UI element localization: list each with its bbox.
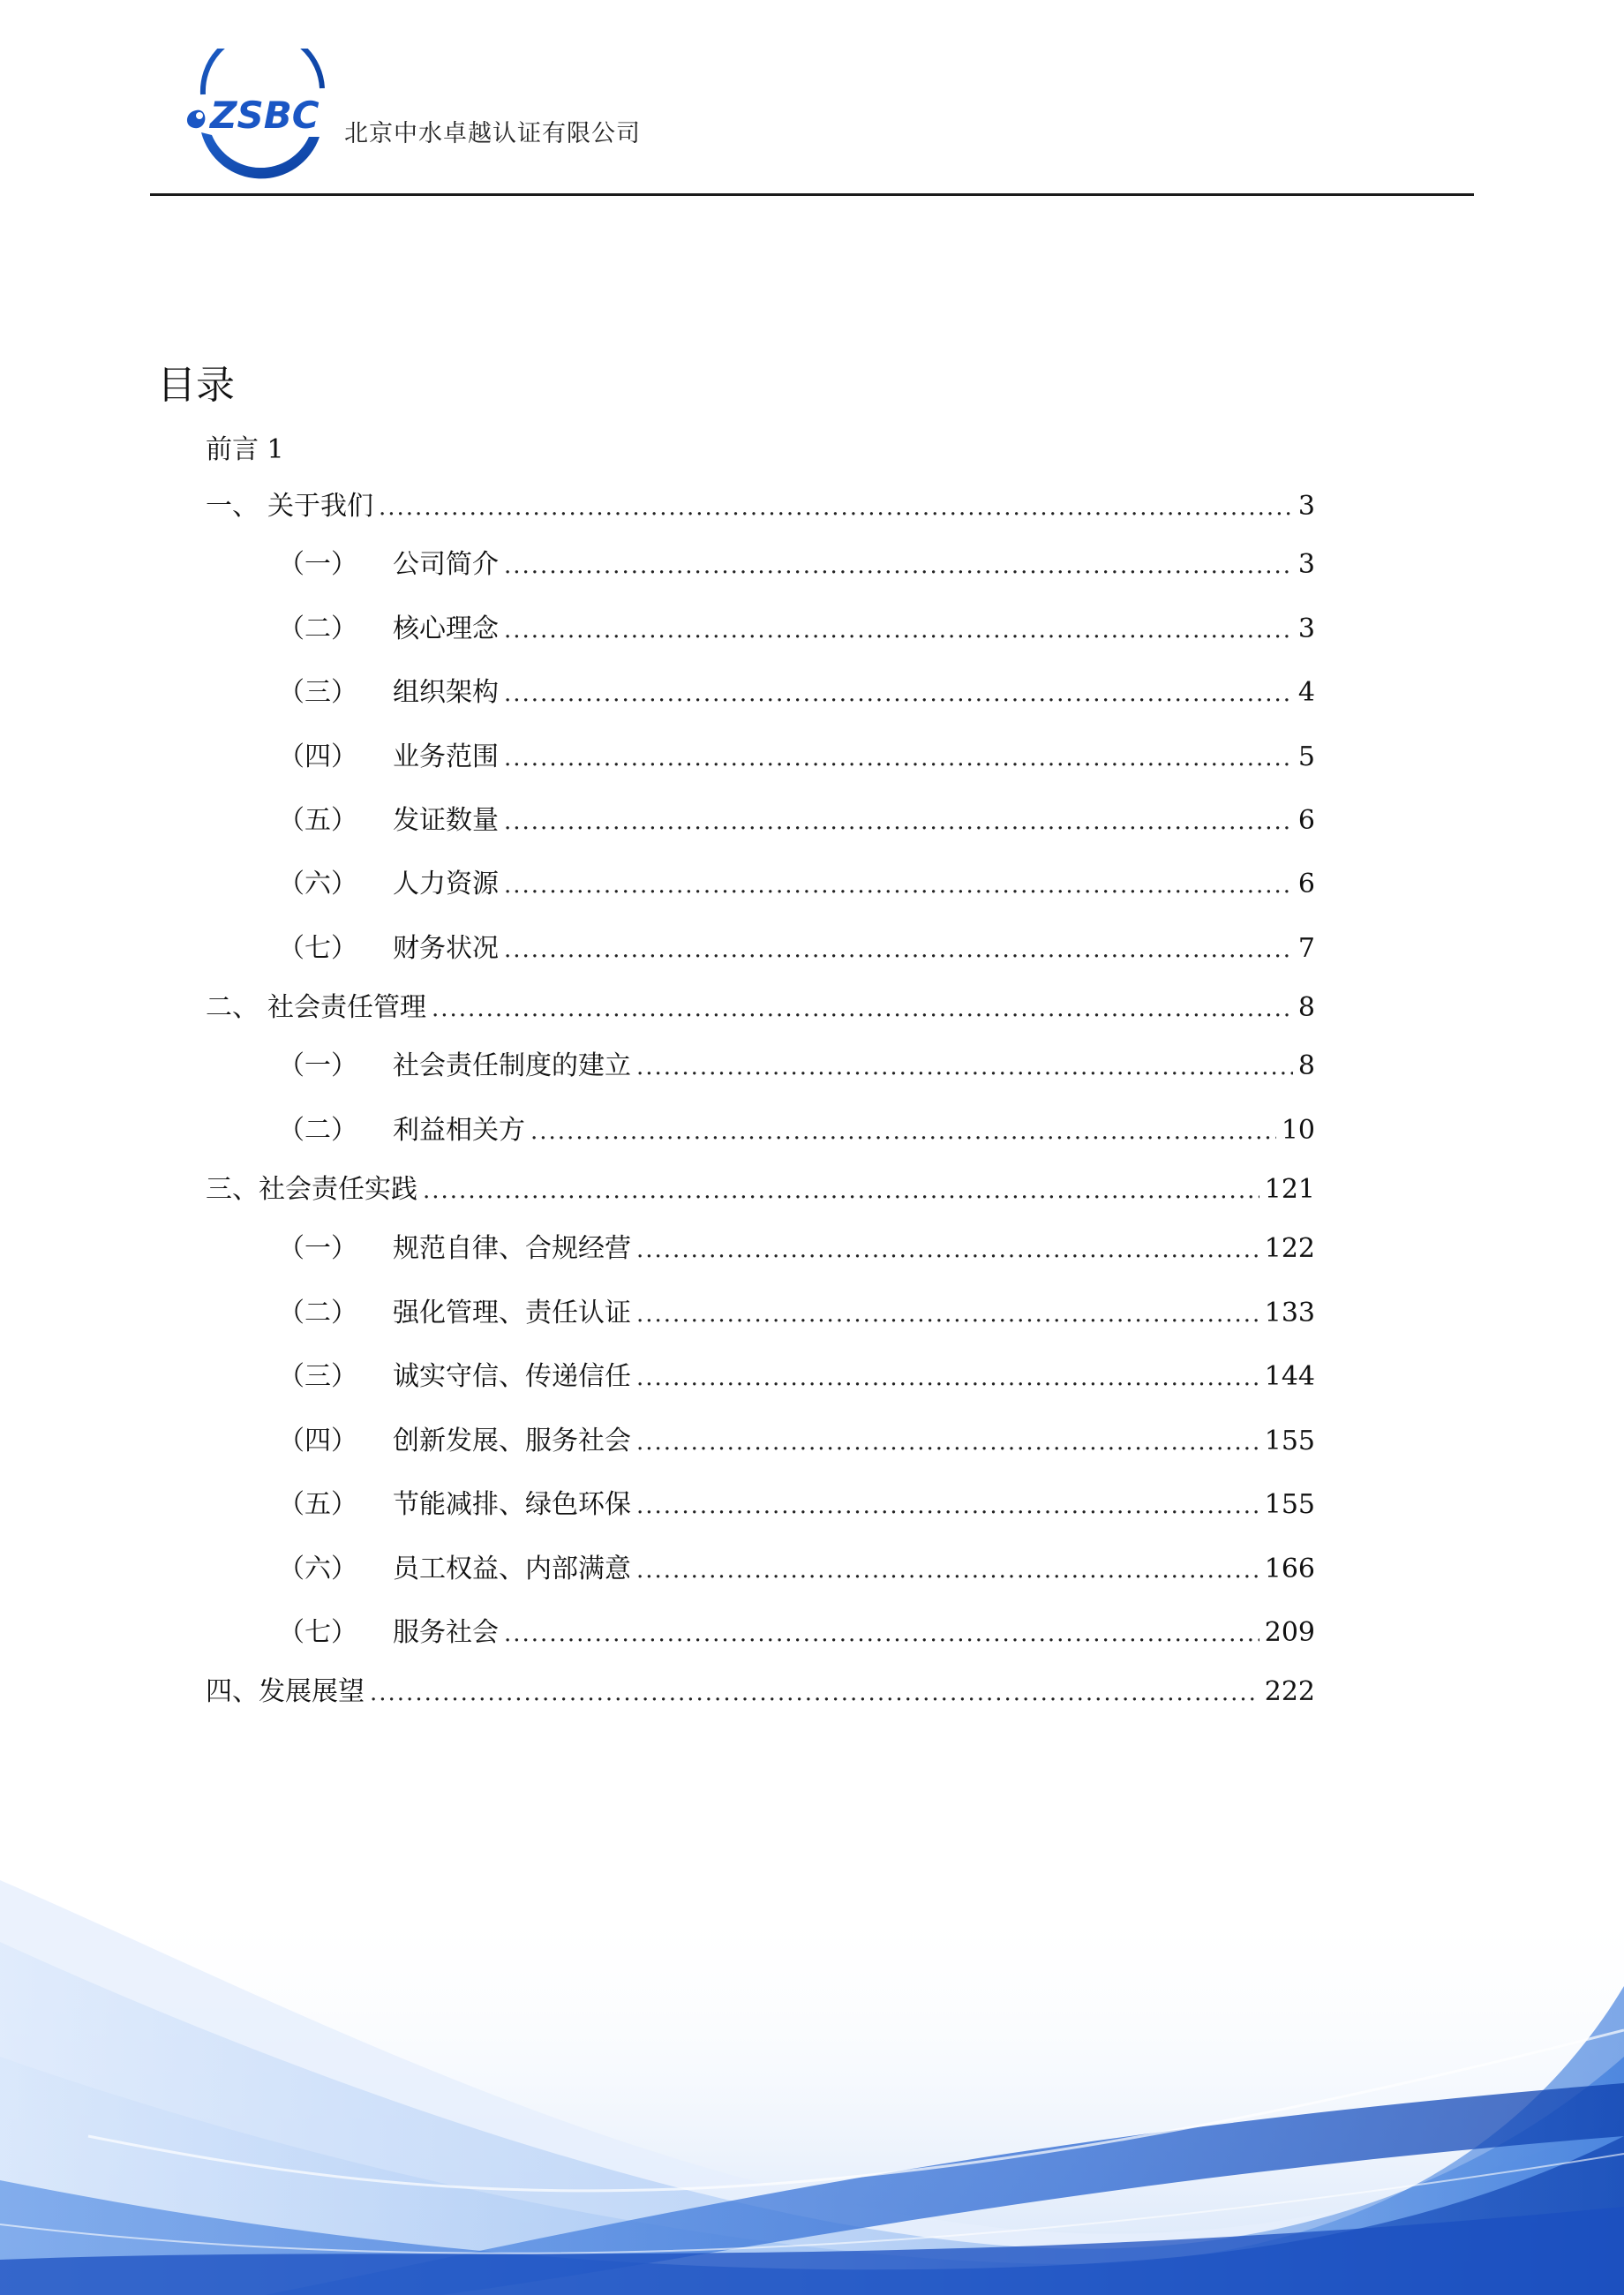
toc-entry-text: 规范自律、合规经营 xyxy=(393,1233,631,1264)
toc-page-number: 7 xyxy=(1297,933,1315,964)
toc-entry-number: （六） xyxy=(278,1554,357,1584)
toc-entry-text: 强化管理、责任认证 xyxy=(393,1298,631,1328)
toc-leader-dots xyxy=(370,1675,1259,1711)
toc-page-number: 166 xyxy=(1264,1554,1315,1584)
toc-entry-number: （二） xyxy=(278,613,357,644)
toc-entry-number: （一） xyxy=(278,1050,357,1081)
toc-entry-number: 二、 xyxy=(206,992,259,1023)
toc-page-number: 121 xyxy=(1264,1174,1315,1205)
toc-entry[interactable] xyxy=(278,1424,1315,1459)
toc-page-number: 122 xyxy=(1264,1233,1315,1264)
toc-page-number: 8 xyxy=(1297,992,1315,1023)
toc-entry-number: （三） xyxy=(278,1361,357,1392)
toc-leader-dots xyxy=(504,741,1293,776)
toc-entry-text: 关于我们 xyxy=(267,491,373,522)
toc-entry[interactable] xyxy=(278,740,1315,775)
toc-entry-text: 发证数量 xyxy=(393,805,499,836)
toc-leader-dots xyxy=(636,1360,1259,1396)
toc-page-number: 3 xyxy=(1297,549,1315,580)
toc-entry[interactable] xyxy=(278,1359,1315,1395)
toc-entry[interactable] xyxy=(278,1615,1315,1651)
toc-entry[interactable] xyxy=(278,1552,1315,1587)
toc-page-number: 144 xyxy=(1264,1361,1315,1392)
toc-page-number: 133 xyxy=(1264,1298,1315,1328)
toc-entry-number: （四） xyxy=(278,1426,357,1456)
toc-page-number: 8 xyxy=(1297,1050,1315,1081)
toc-leader-dots xyxy=(636,1488,1259,1524)
toc-entry-text: 核心理念 xyxy=(393,613,499,644)
toc-page-number: 155 xyxy=(1264,1426,1315,1456)
toc-entry-number: （一） xyxy=(278,1233,357,1264)
toc-entry[interactable] xyxy=(206,990,1315,1026)
toc-entry-text: 发展展望 xyxy=(259,1676,365,1707)
company-name: 北京中水卓越认证有限公司 xyxy=(344,120,641,147)
toc-entry[interactable] xyxy=(278,931,1315,967)
toc-entry-preface[interactable] xyxy=(206,433,284,468)
toc-entry-number: （五） xyxy=(278,1489,357,1520)
toc-entry-number: 三、 xyxy=(206,1174,259,1205)
toc-entry[interactable] xyxy=(278,1113,1315,1148)
toc-entry-number: （六） xyxy=(278,869,357,899)
toc-page-number: 3 xyxy=(1297,613,1315,644)
toc-entry-number: （七） xyxy=(278,933,357,964)
toc-page-number: 155 xyxy=(1264,1489,1315,1520)
toc-leader-dots xyxy=(504,676,1293,711)
toc-leader-dots xyxy=(636,1297,1259,1332)
toc-entry-text: 诚实守信、传递信任 xyxy=(393,1361,631,1392)
toc-entry-text: 业务范围 xyxy=(393,741,499,772)
toc-leader-dots xyxy=(636,1553,1259,1588)
zsbc-logo xyxy=(177,49,344,181)
toc-leader-dots xyxy=(504,804,1293,839)
toc-page-number: 3 xyxy=(1297,491,1315,522)
toc-entry-text: 公司简介 xyxy=(393,549,499,580)
toc-entry-number: （五） xyxy=(278,805,357,836)
toc-page-number: 209 xyxy=(1264,1617,1315,1648)
toc-entry[interactable] xyxy=(278,612,1315,647)
toc-leader-dots xyxy=(432,991,1293,1027)
toc-page-number: 222 xyxy=(1264,1676,1315,1707)
toc-entry[interactable] xyxy=(278,675,1315,711)
toc-leader-dots xyxy=(504,1616,1259,1652)
decorative-wave-background xyxy=(0,1765,1624,2295)
toc-entry-text: 服务社会 xyxy=(393,1617,499,1648)
toc-entry-number: 四、 xyxy=(206,1676,259,1707)
toc-entry-text: 财务状况 xyxy=(393,933,499,964)
page-header xyxy=(150,49,1474,199)
toc-entry[interactable] xyxy=(278,1049,1315,1084)
toc-page-number: 10 xyxy=(1281,1115,1315,1146)
toc-leader-dots xyxy=(636,1050,1293,1085)
toc-entry-text: 社会责任管理 xyxy=(267,992,426,1023)
toc-leader-dots xyxy=(379,490,1293,525)
toc-entry-text: 前言 1 xyxy=(206,434,284,465)
toc-entry-number: （二） xyxy=(278,1298,357,1328)
toc-entry-number: 一、 xyxy=(206,491,259,522)
toc-leader-dots xyxy=(504,932,1293,967)
toc-entry[interactable] xyxy=(278,1296,1315,1331)
toc-entry[interactable] xyxy=(278,1231,1315,1267)
svg-text:ZSBC: ZSBC xyxy=(210,94,320,137)
toc-entry-number: （二） xyxy=(278,1115,357,1146)
toc-entry-text: 创新发展、服务社会 xyxy=(393,1426,631,1456)
toc-entry[interactable] xyxy=(206,1674,1315,1710)
toc-entry-text: 社会责任实践 xyxy=(259,1174,417,1205)
toc-entry[interactable] xyxy=(278,547,1315,583)
toc-entry-text: 员工权益、内部满意 xyxy=(393,1554,631,1584)
toc-entry-number: （四） xyxy=(278,741,357,772)
toc-entry-number: （三） xyxy=(278,677,357,708)
toc-leader-dots xyxy=(504,868,1293,903)
toc-leader-dots xyxy=(636,1232,1259,1268)
toc-title: 目录 xyxy=(157,363,235,408)
toc-entry-text: 利益相关方 xyxy=(393,1115,525,1146)
toc-entry-number: （一） xyxy=(278,549,357,580)
toc-page-number: 5 xyxy=(1297,741,1315,772)
header-divider xyxy=(150,193,1474,196)
toc-entry-text: 人力资源 xyxy=(393,869,499,899)
toc-entry[interactable] xyxy=(278,803,1315,839)
toc-entry-text: 社会责任制度的建立 xyxy=(393,1050,631,1081)
toc-entry[interactable] xyxy=(278,1487,1315,1523)
toc-leader-dots xyxy=(504,613,1293,648)
toc-leader-dots xyxy=(504,548,1293,583)
toc-page-number: 4 xyxy=(1297,677,1315,708)
toc-page-number: 6 xyxy=(1297,805,1315,836)
toc-entry-number: （七） xyxy=(278,1617,357,1648)
toc-leader-dots xyxy=(530,1114,1276,1149)
toc-entry[interactable] xyxy=(206,489,1315,524)
toc-leader-dots xyxy=(423,1173,1259,1208)
toc-entry[interactable] xyxy=(206,1172,1315,1208)
toc-leader-dots xyxy=(636,1425,1259,1460)
toc-entry-text: 组织架构 xyxy=(393,677,499,708)
toc-page-number: 6 xyxy=(1297,869,1315,899)
toc-entry-text: 节能减排、绿色环保 xyxy=(393,1489,631,1520)
toc-entry[interactable] xyxy=(278,867,1315,902)
